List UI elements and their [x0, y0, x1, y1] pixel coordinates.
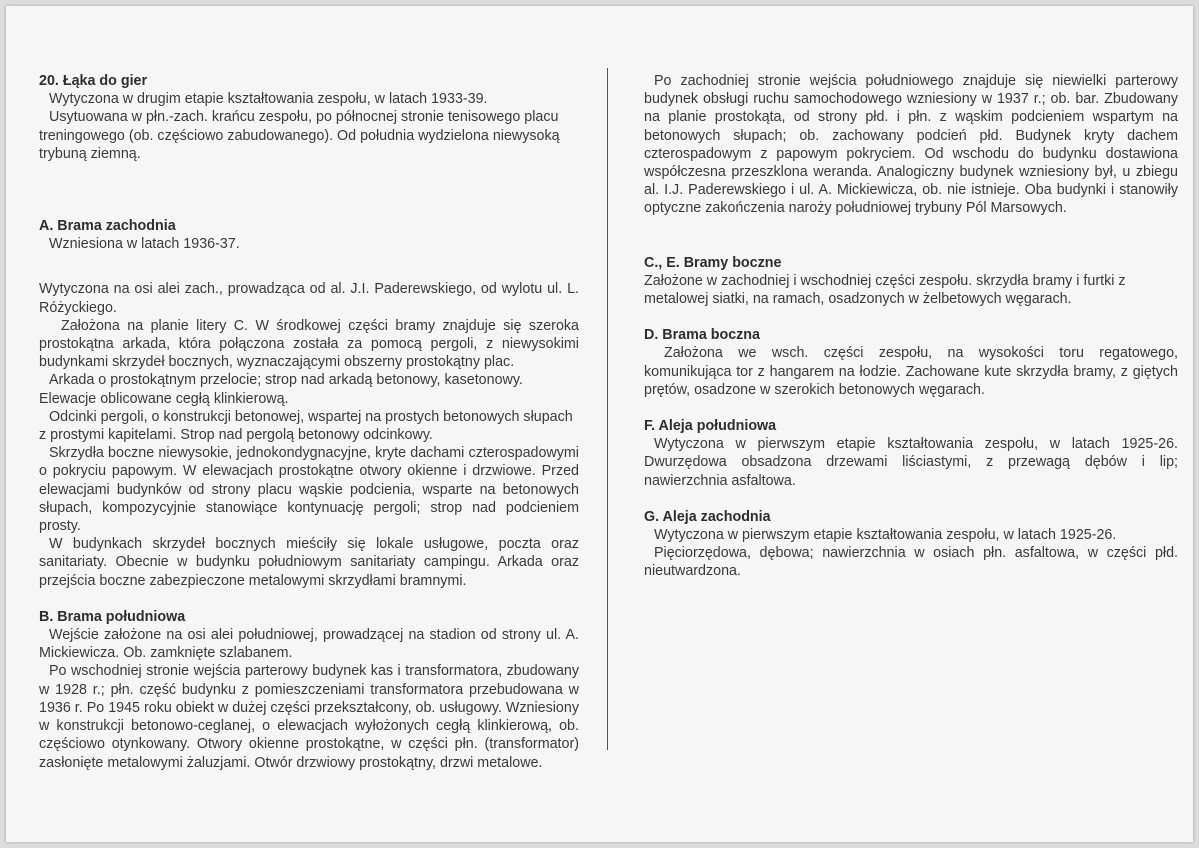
left-column [39, 72, 579, 772]
section-f [644, 417, 1178, 490]
paragraph: Wytyczona na osi alei zach., prowadząca od al. J.I. Paderewskiego, od wylotu ul. L. Różyckiego. [39, 281, 579, 316]
paragraph: W budynkach skrzydeł bocznych mieściły się lokale usługowe, poczta oraz sanitariaty. Obecnie w budynku południowym sanitariaty campingu. Arkada oraz przejścia boczne zabezpieczone metalowymi skrzydłami bramnymi. [39, 536, 579, 589]
paragraph: Arkada o prostokątnym przelocie; strop nad arkadą betonowy, kasetonowy. Elewacje oblicowane cegłą klinkierową. [39, 372, 523, 407]
column-divider [607, 68, 608, 750]
section-title: D. Brama boczna [644, 327, 760, 344]
paragraph: Wejście założone na osi alei południowej, prowadzącej na stadion od strony ul. A. Mickiewicza. Ob. zamknięte szlabanem. [39, 627, 579, 662]
section-g [644, 508, 1178, 581]
paragraph: Wytyczona w pierwszym etapie kształtowania zespołu, w latach 1925-26. Dwurzędowa obsadzona drzewami liściastymi, z przewagą dębów i lip; nawierzchnia asfaltowa. [644, 436, 1178, 489]
section-title: F. Aleja południowa [644, 418, 777, 435]
paragraph: Po wschodniej stronie wejścia parterowy budynek kas i transformatora, zbudowany w 1928 r.; płn. część budynku z pomieszczeniami transformatora przebudowana w 1936 r. Po 1945 roku obiekt w dużej części przekształcony, ob. usługowy. Wzniesiony w konstrukcji betonowo-ceglanej, o elewacjach wyłożonych cegłą klinkierową, ob. częściowo otynkowany. Otwory okienne prostokątne, w części płn. (transformator) zasłonięte metalowymi żaluzjami. Otwór drzwiowy prostokątny, drzwi metalowe. [39, 663, 579, 771]
section-ce [644, 254, 1178, 309]
paragraph: Usytuowana w płn.-zach. krańcu zespołu, po północnej stronie tenisowego placu treningowego (ob. częściowo zabudowanego). Od południa wydzielona niewysoką trybuną ziemną. [39, 109, 560, 162]
section-title: B. Brama południowa [39, 608, 186, 625]
paragraph: Wzniesiona w latach 1936-37. [49, 236, 240, 253]
paragraph: Po zachodniej stronie wejścia południowego znajduje się niewielki parterowy budynek obsługi ruchu samochodowego wzniesiony w 1937 r.; ob. bar. Zbudowany na planie prostokąta, od strony płd. i płn. z wąskim podcieniem wspartym na betonowych słupach; ob. zachowany podcień płd. Budynek kryty dachem czterospadowym z papowym pokryciem. Od wschodu do budynku dostawiona współczesna przeszklona weranda. Analogiczny budynek wzniesiony był, u zbiegu al. I.J. Paderewskiego i ul. A. Mickiewicza, ob. nie istnieje. Oba budynki i stanowiły optyczne zakończenia naroży południowej trybuny Pól Marsowych. [644, 73, 1178, 217]
paragraph: Założona we wsch. części zespołu, na wysokości toru regatowego, komunikująca tor z hangarem na łodzie. Zachowane kute skrzydła bramy, z giętych prętów, osadzone w szerokich betonowych węgarach. [644, 345, 1178, 398]
paragraph: Wytyczona w pierwszym etapie kształtowania zespołu, w latach 1925-26. [654, 527, 1117, 544]
section-b [39, 608, 579, 772]
paragraph: Założona na planie litery C. W środkowej części bramy znajduje się szeroka prostokątna arkada, która połączona została za pomocą pergoli, z niewysokimi budynkami skrzydeł bocznych, wyznaczającymi obszerny prostokątny plac. [39, 317, 579, 371]
section-title: C., E. Bramy boczne [644, 254, 782, 271]
section-a [39, 217, 579, 590]
section-title: 20. Łąka do gier [39, 73, 148, 89]
paragraph: Odcinki pergoli, o konstrukcji betonowej, wspartej na prostych betonowych słupach z prostymi kapitelami. Strop nad pergolą betonowy odcinkowy. [39, 408, 573, 444]
paragraph: Wytyczona w drugim etapie kształtowania zespołu, w latach 1933-39. [49, 91, 488, 108]
paragraph: Założone w zachodniej i wschodniej części zespołu. skrzydła bramy i furtki z metalowej siatki, na ramach, osadzonych w żelbetowych węgarach. [644, 272, 1126, 308]
paragraph: Pięciorzędowa, dębowa; nawierzchnia w osiach płn. asfaltowa, w części płd. nieutwardzona. [644, 545, 1178, 580]
section-d [644, 326, 1178, 399]
section-title: A. Brama zachodnia [39, 218, 176, 235]
document-page [6, 6, 1193, 842]
section-title: G. Aleja zachodnia [644, 508, 771, 525]
right-column [644, 72, 1178, 581]
section-20 [39, 72, 579, 163]
paragraph: Skrzydła boczne niewysokie, jednokondygnacyjne, kryte dachami czterospadowymi o pokryciu papowym. W elewacjach prostokątne otwory okienne i drzwiowe. Przed elewacjami budynków od strony placu wąskie podcienia, wsparte na betonowych słupach, kompozycyjnie stanowiące kontynuację pergoli; strop nad podcieniem prosty. [39, 445, 579, 535]
